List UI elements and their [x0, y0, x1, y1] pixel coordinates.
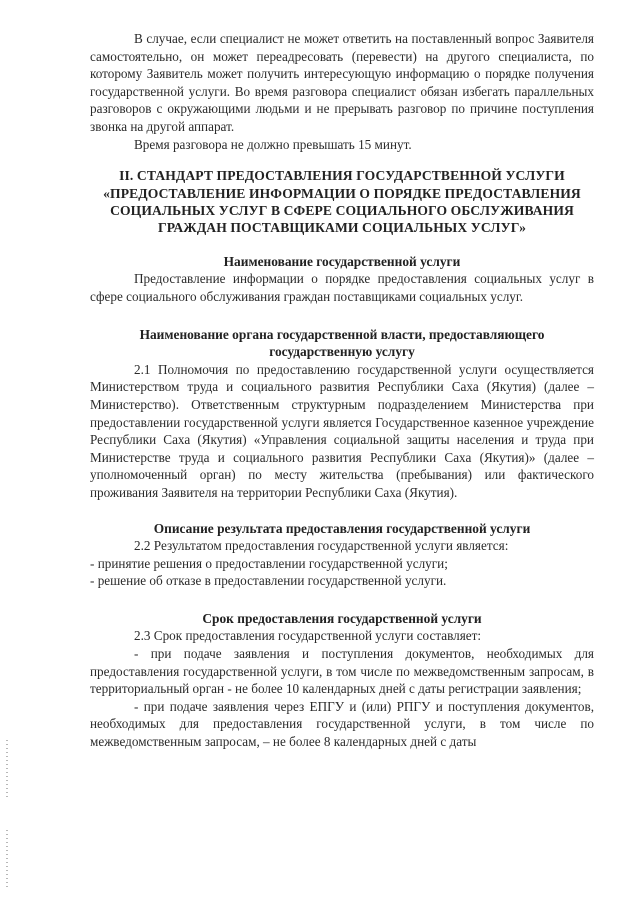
authority-heading: Наименование органа государственной власти, предоставляющего государственную услугу: [139, 326, 545, 360]
term-item-online: - при подаче заявления через ЕПГУ и (или) РПГУ и поступления документов, необходимых для предоставления государственной услуги, в том числе по межведомственным запросам, – не более 8 календарных дней с даты: [90, 698, 594, 750]
term-intro: 2.3 Срок предоставления государственной услуги составляет:: [134, 628, 482, 644]
service-name-heading: Наименование государственной услуги: [223, 253, 461, 269]
scan-margin-mark: [6, 740, 8, 800]
service-name-text: Предоставление информации о порядке предоставления социальных услуг в сфере социального обслуживания граждан поставщиками социальных услуг.: [90, 271, 594, 304]
intro-time-limit: Время разговора не должно превышать 15 минут.: [134, 136, 412, 152]
result-intro: 2.2 Результатом предоставления государственной услуги является:: [134, 538, 509, 554]
intro-paragraph: В случае, если специалист не может ответить на поставленный вопрос Заявителя самостоятельно, он может переадресовать (перевести) на другого специалиста, по которому Заявитель может получить интересующую информацию о порядке получения государственной услуги. Во время разговора специалист обязан избегать параллельных разговоров с окружающими людьми и не прерывать разговор по причине поступления звонка на другой аппарат.: [90, 31, 594, 134]
result-heading: Описание результата предоставления государственной услуги: [153, 520, 531, 536]
result-item-refuse: - решение об отказе в предоставлении государственной услуги.: [90, 573, 447, 589]
term-heading: Срок предоставления государственной услуги: [202, 610, 482, 626]
term-item-office: - при подаче заявления и поступления документов, необходимых для предоставления государственной услуги, в том числе по межведомственным запросам, в территориальный орган - не более 10 календарных дней с даты регистрации заявления;: [90, 646, 594, 697]
section-2-title: II. СТАНДАРТ ПРЕДОСТАВЛЕНИЯ ГОСУДАРСТВЕННОЙ УСЛУГИ «ПРЕДОСТАВЛЕНИЕ ИНФОРМАЦИИ О ПОРЯДКЕ ПРЕДОСТАВЛЕНИЯ СОЦИАЛЬНЫХ УСЛУГ В СФЕРЕ СОЦИАЛЬНОГО ОБСЛУЖИВАНИЯ ГРАЖДАН ПОСТАВЩИКАМИ СОЦИАЛЬНЫХ УСЛУГ»: [103, 168, 581, 236]
authority-text: 2.1 Полномочия по предоставлению государственной услуги осуществляется Министерством труда и социального развития Республики Саха (Якутия) (далее – Министерство). Ответственным структурным подразделением Министерства при предоставлении государственной услуги является Государственное казенное учреждение Республики Саха (Якутия) «Управления социальной защиты населения и труда при Министерстве труда и социального развития Республики Саха (Якутия)» (далее – уполномоченный орган) по месту жительства (пребывания) или фактического проживания Заявителя на территории Республики Саха (Якутия).: [90, 361, 594, 500]
scan-margin-mark: [6, 830, 8, 890]
result-item-approve: - принятие решения о предоставлении государственной услуги;: [90, 555, 448, 571]
